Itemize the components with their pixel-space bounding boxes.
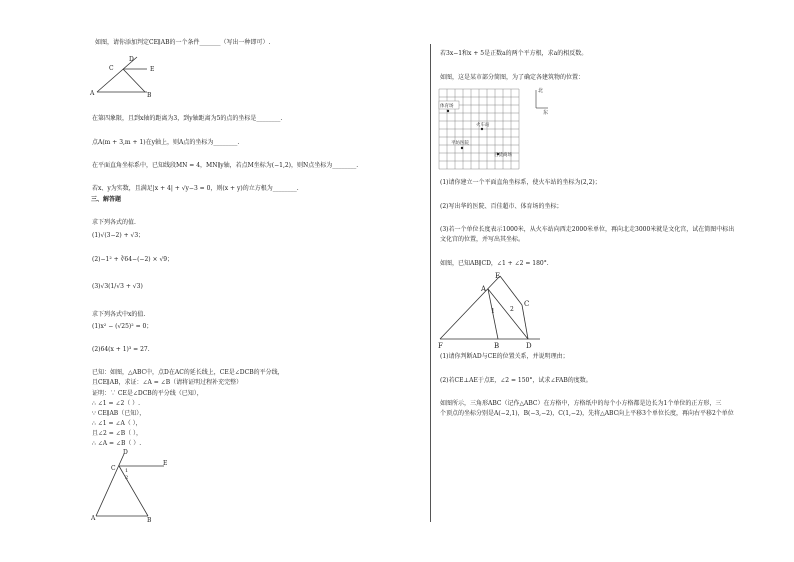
- fig1-label-d: D: [129, 56, 134, 63]
- equation-item-1: (1)x² − (√25)² = 0；: [92, 323, 153, 330]
- question-cube-root: 若x、y为实数，且满足|x + 4| + √y−3 = 0，则(x + y)的立方根为________.: [92, 185, 299, 192]
- fig1-label-a: A: [90, 90, 95, 97]
- question-point-a: 点A(m + 3,m + 1)在y轴上，则A点的坐标为________.: [92, 139, 240, 146]
- proof-line-2: ∴ ∠1 = ∠2（ ）.: [92, 400, 141, 407]
- geometry-intro: 如图，已知AB∥CD，∠1 + ∠2 = 180°.: [440, 260, 549, 267]
- proof-line-3: ∵ CE∥AB（已知），: [92, 410, 146, 417]
- calc-item-3: (3)√3(1/√3 + √3): [92, 283, 143, 290]
- figure-parallel-lines: [436, 268, 546, 350]
- question-ce-parallel: 如图，请你添加判定CE∥AB的一个条件_______（写出一种即可）.: [95, 39, 271, 46]
- map-label-hospital: 平坊医院: [451, 141, 469, 146]
- figure-triangle-proof: [88, 448, 173, 523]
- geometry-question-1: (1)请你判断AD与CE的位置关系，并说明理由；: [440, 353, 569, 360]
- map-question-2: (2)写出华的医院、百佳超市、体育场的坐标；: [440, 203, 563, 210]
- map-question-1: (1)请你建立一个平面直角坐标系，使火车站的坐标为(2,2)；: [440, 179, 601, 186]
- map-question-3-line-2: 文化宫的位置，并写出其坐标。: [440, 236, 525, 243]
- fig3-label-1: 1: [491, 308, 495, 315]
- proof-line-6: ∴ ∠A = ∠B（ ）.: [92, 440, 142, 447]
- fig2-label-e: E: [163, 460, 168, 467]
- fig3-label-c: C: [524, 300, 530, 308]
- map-question-3-line-1: (3)若一个单位长度表示1000米，从火车站向西走2000米单位，再向北走3000米就是文化宫，试在简图中标出: [440, 226, 735, 233]
- compass-east-label: 东: [543, 110, 549, 116]
- geometry-question-2: (2)若CE⊥AE于点E，∠2 = 150°，试求∠FAB的度数。: [440, 377, 592, 384]
- map-label-fire: 火车站: [476, 123, 490, 128]
- question-mn-segment: 在平面直角坐标系中，已知线段MN = 4，MN∥y轴，若点M坐标为(−1,2)，则N点坐标为________.: [92, 162, 359, 169]
- equation-intro: 求下列各式中x的值.: [92, 311, 146, 318]
- calc-intro: 求下列各式的值.: [92, 219, 136, 226]
- triangle-question-line-1: 如图所示，三角形ABC（记作△ABC）在方格中，方格纸中的每个小方格都是边长为1个单位的正方形，三: [440, 400, 722, 407]
- fig2-label-1: 1: [125, 468, 129, 474]
- triangle-question-line-2: 个顶点的坐标分别是A(−2,1)，B(−3,−2)，C(1,−2)，先将△ABC向上平移3个单位长度，再向右平移2个单位: [440, 410, 734, 417]
- fig1-label-e: E: [150, 66, 155, 73]
- map-point-fire: [481, 128, 483, 130]
- proof-line-5: 且∠2 = ∠B（ ），: [92, 430, 143, 437]
- fig3-label-b: B: [494, 342, 500, 350]
- map-label-gym: 体育场: [440, 104, 454, 109]
- compass-north-label: 北: [538, 88, 544, 94]
- map-point-gym: [447, 110, 449, 112]
- question-square-roots: 若3x−1和x + 5是正数a的两个平方根，求a的相反数。: [440, 50, 588, 57]
- fig3-label-2: 2: [510, 306, 514, 313]
- fig3-label-d: D: [526, 342, 532, 350]
- fig3-label-f: F: [438, 342, 443, 350]
- proof-condition: 且CE∥AB，求证：∠A = ∠B（请将证明过程补充完整）: [92, 379, 243, 386]
- proof-given: 已知：如图，△ABC中，点D在AC的延长线上，CE是∠DCB的平分线，: [92, 369, 284, 376]
- map-point-hospital: [461, 147, 463, 149]
- calc-item-2: (2)−1² + ∛64−(−2) × √9；: [92, 256, 174, 263]
- fig1-label-c: C: [109, 65, 114, 72]
- map-label-market: 百货商场: [494, 153, 512, 158]
- fig2-label-d: D: [123, 449, 128, 456]
- fig2-label-2: 2: [125, 475, 129, 481]
- proof-line-4: ∴ ∠1 = ∠A（ ），: [92, 420, 142, 427]
- fig3-label-a: A: [481, 285, 487, 293]
- question-fourth-quadrant: 在第四象限，且到x轴的距离为3，到y轴距离为5的点的坐标是________.: [92, 115, 283, 122]
- city-map-grid: [436, 86, 551, 174]
- proof-line-1: 证明：∵ CE是∠DCB的平分线（已知），: [92, 390, 203, 397]
- map-intro: 如图，这是某市部分简图，为了确定各建筑物的位置：: [440, 74, 585, 81]
- fig2-label-b: B: [147, 517, 152, 524]
- calc-item-1: (1)√(3−2) + √3；: [92, 232, 145, 239]
- section-heading-solutions: 三、解答题: [91, 196, 122, 203]
- column-divider: [430, 44, 431, 522]
- fig2-label-c: C: [111, 465, 116, 472]
- fig1-label-b: B: [147, 92, 152, 99]
- figure-ce-ab: [90, 52, 160, 97]
- fig3-label-e: E: [495, 272, 501, 280]
- fig2-label-a: A: [91, 515, 96, 522]
- equation-item-2: (2)64(x + 1)³ = 27.: [92, 346, 150, 353]
